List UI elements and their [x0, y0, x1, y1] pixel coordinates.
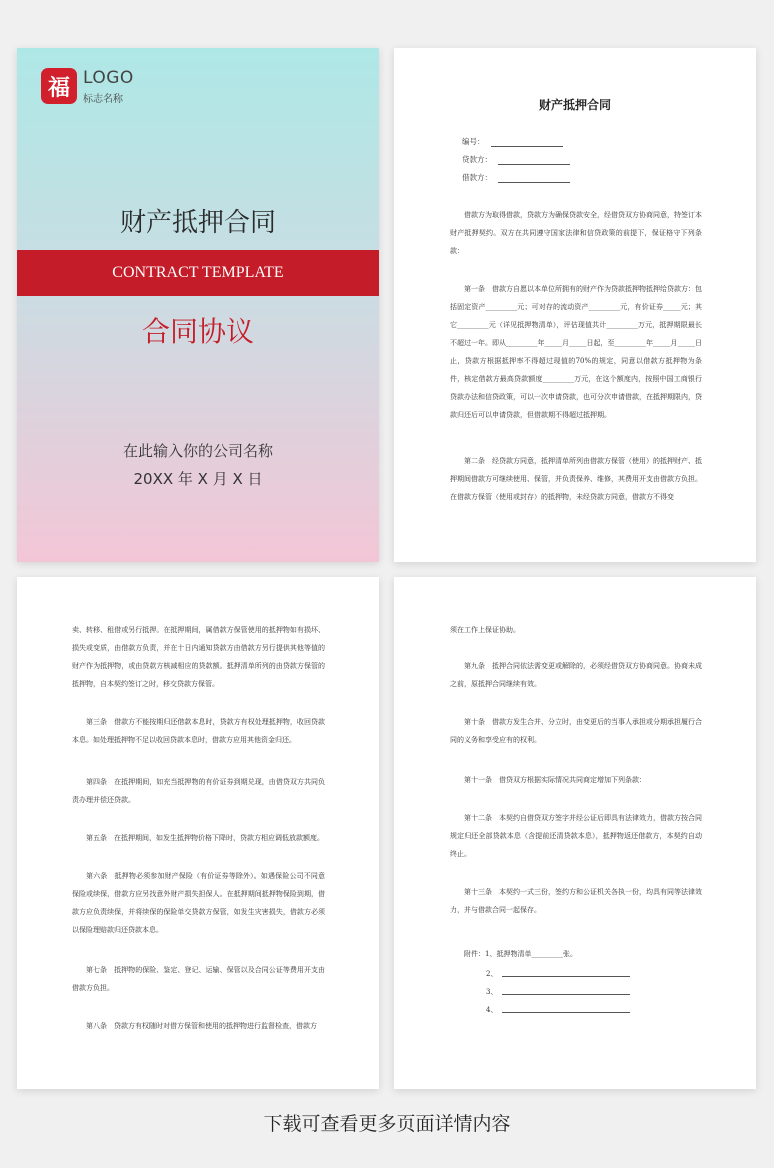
cover-company: 在此输入你的公司名称 [122, 442, 273, 460]
paragraph: 第四条 在抵押期间，如充当抵押物的有价证券到期兑现，由借贷双方共同负责办理并偿还贷款。 [72, 778, 325, 804]
footer-caption: 下载可查看更多页面详情内容 [263, 1113, 511, 1135]
field-borrower [462, 172, 570, 183]
cover-band: CONTRACT TEMPLATE [17, 250, 379, 296]
attachment-item-label: 3、 [486, 988, 498, 996]
attachment-blank [502, 1012, 630, 1013]
paragraph: 第五条 在抵押期间，如发生抵押物价格下降时，贷款方相应调低放款额度。 [86, 834, 324, 842]
field-lender [462, 154, 570, 165]
cover-subtitle: 合同协议 [141, 315, 254, 348]
document-title: 财产抵押合同 [538, 98, 611, 112]
attachment-line: 附件：1、抵押物清单_________张。 [464, 950, 577, 958]
paragraph: 第八条 贷款方有权随时对借方保管和使用的抵押物进行监督检查，借款方 [86, 1022, 317, 1030]
paragraph: 第一条 借款方自愿以本单位所拥有的财产作为贷款抵押物抵押给贷款方：包括固定资产_________元；可对存的流动资产_________元，有价证券_____元；其它_________元（详见抵押物清单），评估现值共计_________万元，抵押期限最长不超过一年。即从_________年_____月_____日起，至_________年_____月_____日止，贷款方根据抵押率不得超过现值的70%的规定，同意以借款方抵押物为条件，核定借款方最高贷款额度_________万元，在这个额度内，按照中国工商银行贷款办法和信贷政策，可以一次申请贷款，也可分次申请借款，在抵押期限内，贷款归还后可以申请贷款，但借款期不得超过抵押期。 [450, 285, 702, 419]
logo-icon: 福 [41, 68, 77, 104]
contract-page-2 [17, 577, 379, 1089]
logo-subtitle: 标志名称 [83, 94, 123, 105]
field-number [462, 136, 563, 147]
paragraph: 第十一条 借贷双方根据实际情况共同商定增加下列条款： [464, 776, 646, 784]
paragraph: 借款方为取得借款，贷款方为确保贷款安全，经借贷双方协商同意，特签订本财产抵押契约。双方在共同遵守国家法律和信贷政策的前提下，保证格守下列条款： [450, 211, 702, 255]
paragraph: 第二条 经贷款方同意，抵押清单所列由借款方保管（使用）的抵押财产、抵押期间借款方可继续使用、保管，并负责保养、维修，其费用开支由借款方负担。在借款方保管（使用或封存）的抵押物，未经贷款方同意，借款方不得变 [450, 457, 702, 501]
paragraph: 卖、转移、租借或另行抵押。在抵押期间，属借款方保管使用的抵押物如有损坏、损失或变质，由借款方负责，并在十日内通知贷款方由借款方另行提供其他等值的财产作为抵押物，或由贷款方核减相应的贷款额。抵押清单所列的由贷款方保管的抵押物，自本契约签订之时，移交贷款方保管。 [72, 626, 325, 688]
cover-title: 财产抵押合同 [119, 208, 276, 238]
cover-date: 20XX 年 X 月 X 日 [133, 470, 263, 488]
field-label: 编号： [462, 137, 485, 146]
paragraph: 第九条 抵押合同依法需变更或解除的，必须经借贷双方协商同意。协商未成之前，原抵押合同继续有效。 [450, 662, 702, 688]
attachment-blank [502, 976, 630, 977]
field-label: 借款方： [462, 173, 492, 182]
attachment-item-label: 4、 [486, 1006, 498, 1014]
paragraph: 第七条 抵押物的保险、鉴定、登记、运输、保管以及合同公证等费用开支由借款方负担。 [72, 966, 325, 992]
paragraph: 第十二条 本契约自借贷双方签字并经公证后即具有法律效力，借款方按合同规定归还全部贷款本息（含提前还清贷款本息），抵押物返还借款方，本契约自动终止。 [450, 814, 702, 858]
paragraph: 第十三条 本契约一式三份，签约方和公证机关各执一份，均具有同等法律效力，并与借款合同一起保存。 [450, 888, 702, 914]
paragraph: 第十条 借款方发生合并、分立时，由变更后的当事人承担或分期承担履行合同的义务和享受应有的权利。 [450, 718, 702, 744]
paragraph: 第六条 抵押物必须参加财产保险（有价证券等除外）。如遇保险公司不同意保险或续保，借款方应另找意外财产损失担保人。在抵押期间抵押物保险到期，借款方应负责续保，并将续保的保险单交贷款方保管，如发生灾害损失，借款方必须以保险理赔款归还贷款本息。 [72, 872, 325, 934]
attachment-blank [502, 994, 630, 995]
paragraph: 第三条 借款方不能按期归还借款本息时，贷款方有权处理抵押物，收回贷款本息。如处理抵押物不足以收回贷款本息时，借款方应用其他资金归还。 [72, 718, 325, 744]
contract-page-3 [394, 577, 756, 1089]
contract-page-1 [394, 48, 756, 562]
cover-page [17, 48, 379, 562]
logo-text: LOGO [83, 68, 134, 88]
paragraph: 须在工作上保证协助。 [450, 626, 520, 634]
attachment-item-label: 2、 [486, 970, 498, 978]
field-label: 贷款方： [462, 155, 492, 164]
